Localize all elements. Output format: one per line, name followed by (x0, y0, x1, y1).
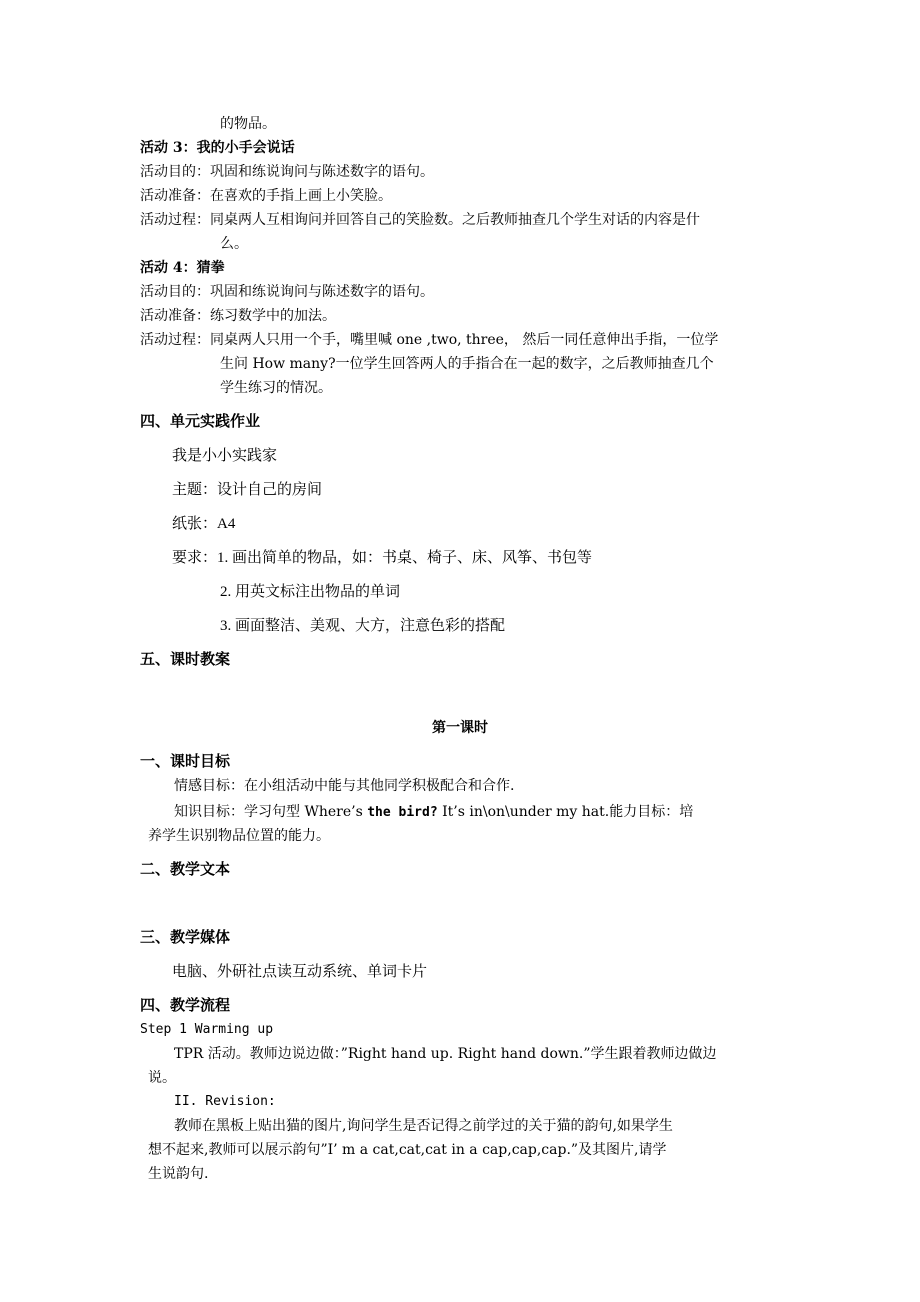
activity4-process-cont: 生问 How many?一位学生回答两人的手指合在一起的数字，之后教师抽查几个 (220, 356, 714, 372)
practice-req-2: 2. 用英文标注出物品的单词 (220, 584, 401, 600)
goal-ability: 养学生识别物品位置的能力。 (148, 828, 330, 844)
lesson-goals-heading: 一、课时目标 (140, 754, 231, 770)
practice-paper: 纸张：A4 (172, 516, 236, 532)
step1-title: Step 1 Warming up (140, 1022, 274, 1037)
activity3-process: 活动过程：同桌两人互相询问并回答自己的笑脸数。之后教师抽查几个学生对话的内容是什 (140, 212, 700, 228)
activity3-process-cont: 么。 (220, 236, 248, 252)
practice-req-1: 要求：1. 画出简单的物品，如：书桌、椅子、床、风筝、书包等 (172, 550, 593, 566)
lesson-title: 第一课时 (432, 720, 488, 736)
activity4-prep: 活动准备：练习数学中的加法。 (140, 308, 336, 324)
practice-req-3: 3. 画面整洁、美观、大方，注意色彩的搭配 (220, 618, 506, 634)
practice-theme: 主题：设计自己的房间 (172, 482, 323, 498)
media-list: 电脑、外研社点读互动系统、单词卡片 (172, 964, 428, 980)
activity3-title: 活动 3：我的小手会说话 (140, 140, 295, 156)
revision-text-end: 生说韵句. (148, 1166, 209, 1182)
process-heading: 四、教学流程 (140, 998, 231, 1014)
revision-text: 教师在黑板上贴出猫的图片,询问学生是否记得之前学过的关于猫的韵句,如果学生 (174, 1118, 673, 1134)
section4-heading: 四、单元实践作业 (140, 414, 261, 430)
goal-knowledge: 知识目标：学习句型 Where’s the bird? It’s in\on\under my hat.能力目标：培 (174, 804, 694, 820)
activity3-purpose: 活动目的：巩固和练说询问与陈述数字的语句。 (140, 164, 434, 180)
goal-emotion: 情感目标：在小组活动中能与其他同学积极配合和合作. (174, 778, 515, 794)
revision-title: II. Revision: (174, 1094, 276, 1109)
activity3-prep: 活动准备：在喜欢的手指上画上小笑脸。 (140, 188, 392, 204)
practice-title: 我是小小实践家 (172, 448, 278, 464)
activity4-purpose: 活动目的：巩固和练说询问与陈述数字的语句。 (140, 284, 434, 300)
activity-prev-tail: 的物品。 (220, 116, 276, 132)
section5-heading: 五、课时教案 (140, 652, 231, 668)
activity4-title: 活动 4：猜拳 (140, 260, 225, 276)
media-heading: 三、教学媒体 (140, 930, 231, 946)
revision-text-cont: 想不起来,教师可以展示韵句”I’ m a cat,cat,cat in a cap,cap,cap.”及其图片,请学 (148, 1142, 667, 1158)
text-heading: 二、教学文本 (140, 862, 231, 878)
activity4-process-cont2: 学生练习的情况。 (220, 380, 332, 396)
tpr-activity-cont: 说。 (148, 1070, 176, 1086)
tpr-activity: TPR 活动。教师边说边做：”Right hand up. Right hand down.”学生跟着教师边做边 (174, 1046, 717, 1062)
activity4-process: 活动过程：同桌两人只用一个手，嘴里喊 one ,two, three， 然后一同任意伸出手指，一位学 (140, 332, 719, 348)
